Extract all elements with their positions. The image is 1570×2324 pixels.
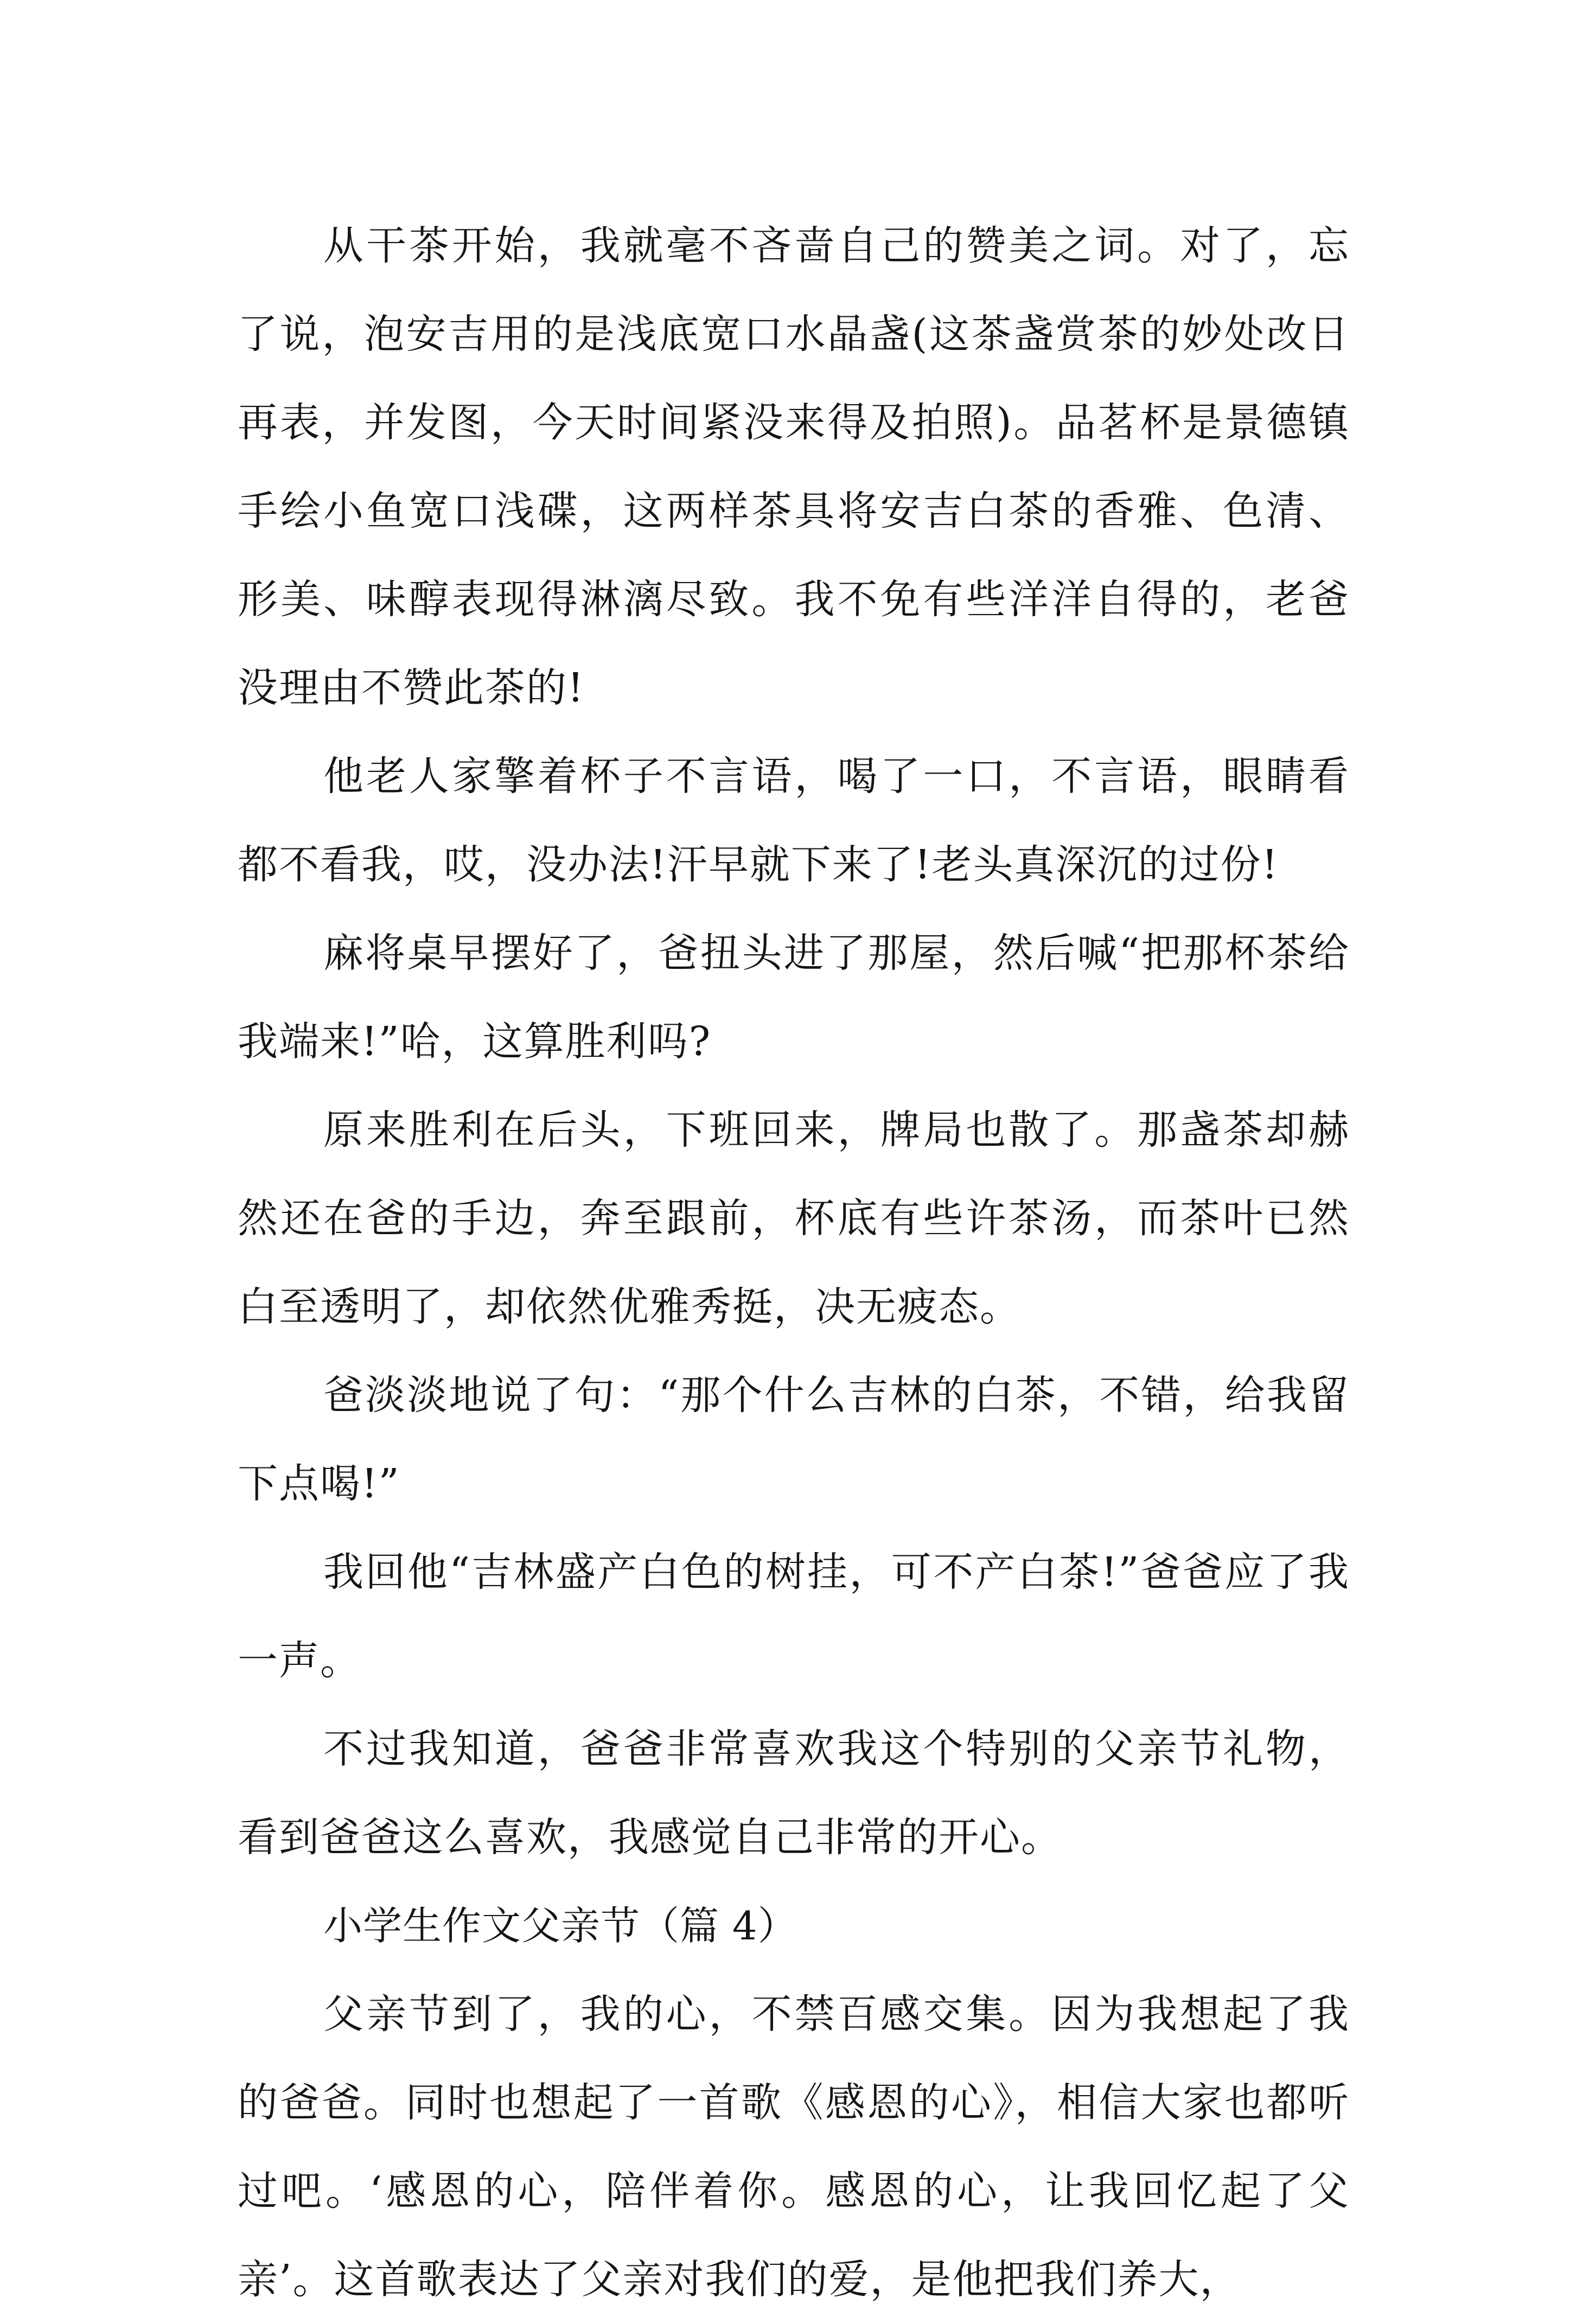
paragraph-3: 麻将桌早摆好了，爸扭头进了那屋，然后喊“把那杯茶给我端来!”哈，这算胜利吗?	[238, 930, 1350, 1065]
paragraph-1: 从干茶开始，我就毫不吝啬自己的赞美之词。对了，忘了说，泡安吉用的是浅底宽口水晶盏(这茶盏赏茶的妙处改日再表，并发图，今天时间紧没来得及拍照)。品茗杯是景德镇手绘小鱼宽口浅碟，这两样茶具将安吉白茶的香雅、色清、形美、味醇表现得淋漓尽致。我不免有些洋洋自得的，老爸没理由不赞此茶的!	[238, 222, 1350, 711]
paragraph-5: 爸淡淡地说了句：“那个什么吉林的白茶，不错，给我留下点喝!”	[238, 1372, 1350, 1507]
paragraph-2: 他老人家擎着杯子不言语，喝了一口，不言语，眼睛看都不看我，哎，没办法!汗早就下来了!老头真深沉的过份!	[238, 753, 1350, 888]
paragraph-4: 原来胜利在后头，下班回来，牌局也散了。那盏茶却赫然还在爸的手边，奔至跟前，杯底有些许茶汤，而茶叶已然白至透明了，却依然优雅秀挺，决无疲态。	[238, 1107, 1350, 1330]
section-heading: 小学生作文父亲节（篇 4）	[323, 1903, 797, 1949]
document-body	[238, 202, 1350, 2324]
paragraph-closing: 父亲节到了，我的心，不禁百感交集。因为我想起了我的爸爸。同时也想起了一首歌《感恩的心》，相信大家也都听过吧。‘感恩的心，陪伴着你。感恩的心，让我回忆起了父亲’。这首歌表达了父亲对我们的爱，是他把我们养大，	[238, 1991, 1350, 2303]
paragraph-7: 不过我知道，爸爸非常喜欢我这个特别的父亲节礼物，看到爸爸这么喜欢，我感觉自己非常的开心。	[238, 1726, 1350, 1861]
paragraph-6: 我回他“吉林盛产白色的树挂，可不产白茶!”爸爸应了我一声。	[238, 1549, 1350, 1684]
